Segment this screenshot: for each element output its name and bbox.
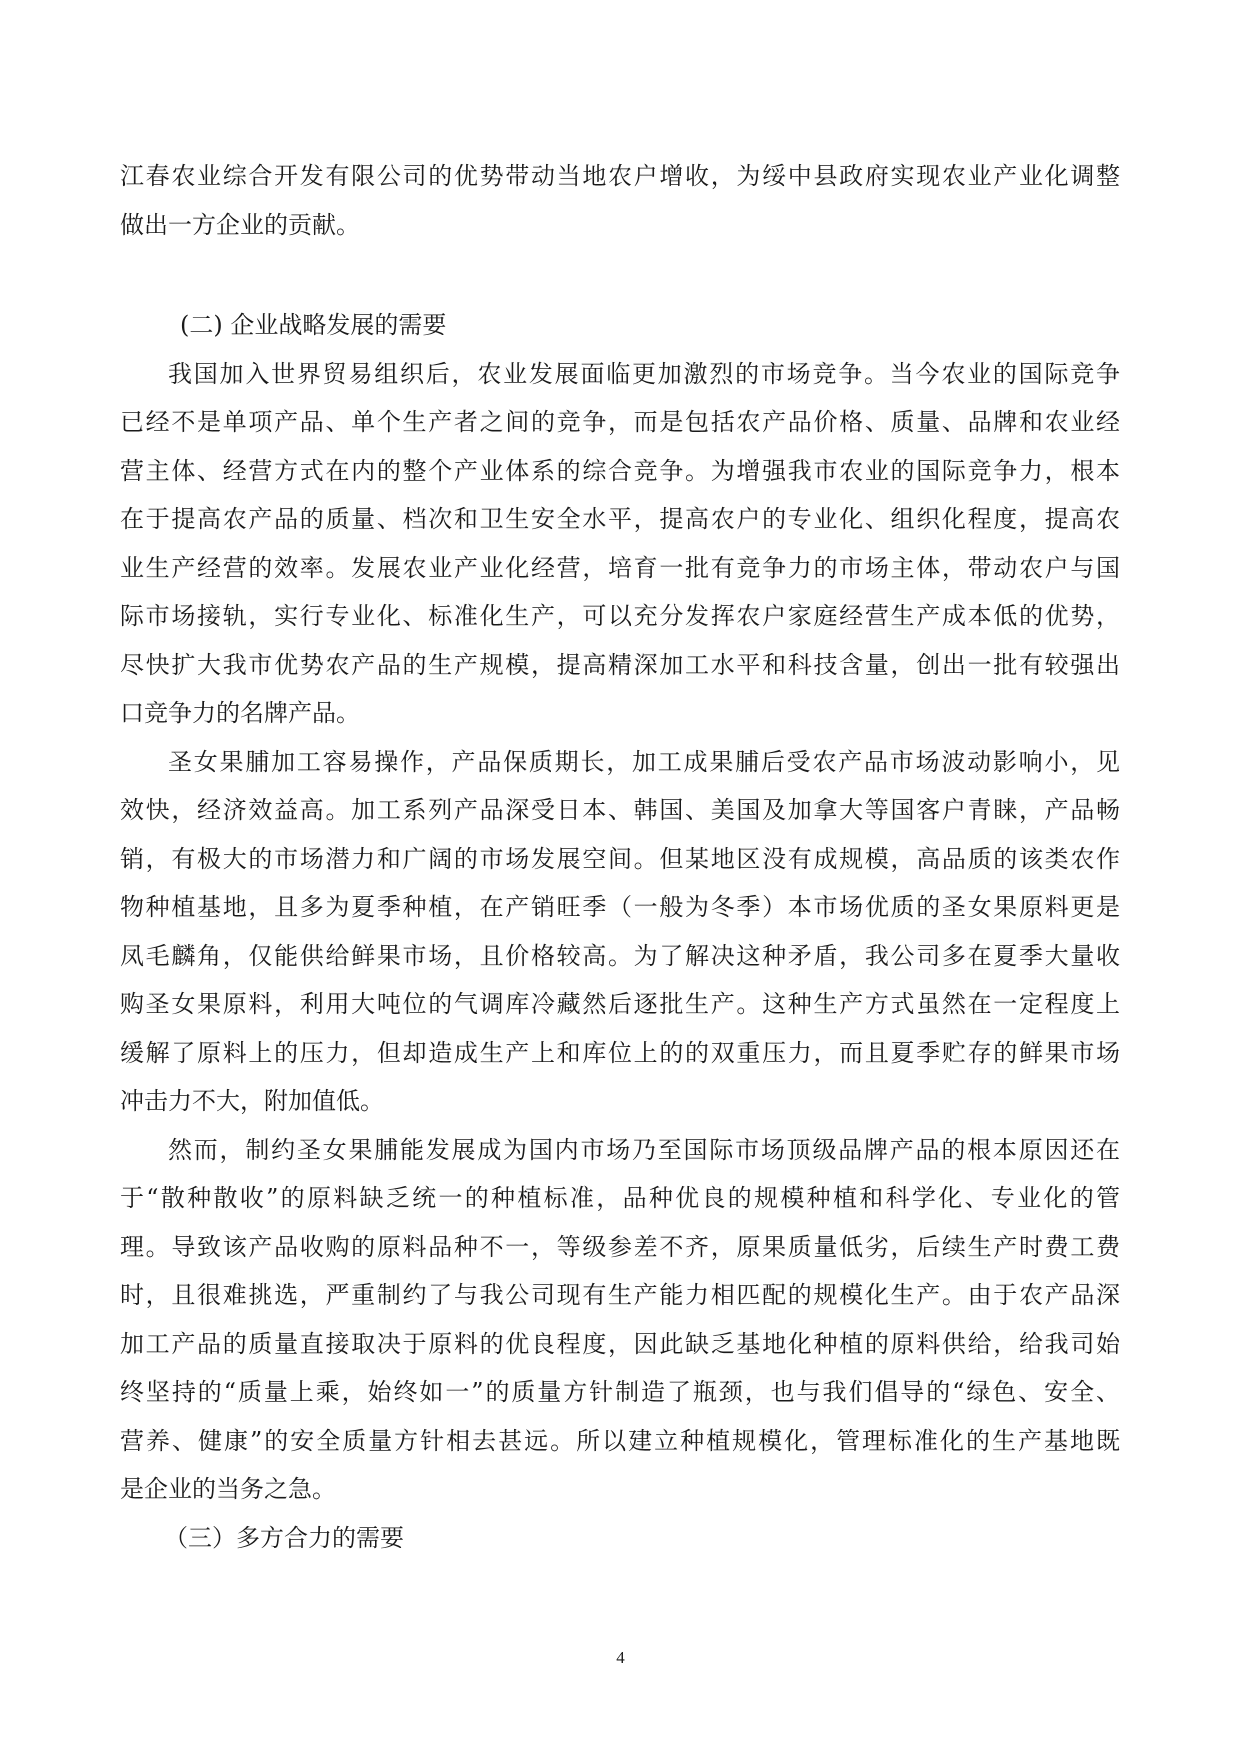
page-number: 4 — [616, 1648, 625, 1667]
text-line: 加工产品的质量直接取决于原料的优良程度，因此缺乏基地化种植的原料供给，给我司始 — [120, 1329, 1120, 1358]
text-line: 然而，制约圣女果脯能发展成为国内市场乃至国际市场顶级品牌产品的根本原因还在 — [168, 1135, 1120, 1164]
paragraph-cherry-tomato-processing — [120, 738, 1120, 1126]
text-line: 际市场接轨，实行专业化、标准化生产，可以充分发挥农户家庭经营生产成本低的优势， — [120, 602, 1120, 630]
text-line: 营主体、经营方式在内的整个产业体系的综合竞争。为增强我市农业的国际竞争力，根本 — [120, 456, 1120, 485]
section-heading-3: （三）多方合力的需要 — [164, 1523, 404, 1552]
text-line: 做出一方企业的贡献。 — [120, 210, 360, 239]
body-text — [120, 152, 1120, 1562]
text-line: 在于提高农产品的质量、档次和卫生安全水平，提高农户的专业化、组织化程度，提高农 — [120, 505, 1120, 533]
text-line: 已经不是单项产品、单个生产者之间的竞争，而是包括农产品价格、质量、品牌和农业经 — [120, 408, 1120, 436]
text-line: 业生产经营的效率。发展农业产业化经营，培育一批有竞争力的市场主体，带动农户与国 — [120, 553, 1120, 582]
text-line: 尽快扩大我市优势农产品的生产规模，提高精深加工水平和科技含量，创出一批有较强出 — [120, 650, 1120, 679]
text-line: 时，且很难挑选，严重制约了与我公司现有生产能力相匹配的规模化生产。由于农产品深 — [120, 1281, 1120, 1309]
text-line: 于“散种散收”的原料缺乏统一的种植标准，品种优良的规模种植和科学化、专业化的管 — [120, 1184, 1120, 1212]
text-line: 圣女果脯加工容易操作，产品保质期长，加工成果脯后受农产品市场波动影响小，见 — [168, 747, 1120, 776]
text-line: 缓解了原料上的压力，但却造成生产上和库位上的的双重压力，而且夏季贮存的鲜果市场 — [120, 1038, 1120, 1067]
text-line: 我国加入世界贸易组织后，农业发展面临更加激烈的市场竞争。当今农业的国际竞争 — [168, 359, 1120, 388]
text-line: 物种植基地，且多为夏季种植，在产销旺季（一般为冬季）本市场优质的圣女果原料更是 — [120, 893, 1120, 921]
section-heading-2: (二) 企业战略发展的需要 — [180, 311, 447, 339]
text-line: 理。导致该产品收购的原料品种不一，等级参差不齐，原果质量低劣，后续生产时费工费 — [120, 1232, 1120, 1261]
text-line: 是企业的当务之急。 — [120, 1475, 336, 1503]
text-line: 冲击力不大，附加值低。 — [120, 1087, 384, 1115]
text-line: 效快，经济效益高。加工系列产品深受日本、韩国、美国及加拿大等国客户青睐，产品畅 — [120, 796, 1120, 824]
text-line: 购圣女果原料，利用大吨位的气调库冷藏然后逐批生产。这种生产方式虽然在一定程度上 — [120, 990, 1120, 1018]
text-line: 终坚持的“质量上乘，始终如一”的质量方针制造了瓶颈，也与我们倡导的“绿色、安全、 — [120, 1378, 1120, 1406]
text-line: 凤毛麟角，仅能供给鲜果市场，且价格较高。为了解决这种矛盾，我公司多在夏季大量收 — [120, 941, 1120, 970]
paragraph-raw-material-constraints — [120, 1126, 1120, 1514]
paragraph-wto-competition — [120, 350, 1120, 738]
text-line: 口竞争力的名牌产品。 — [120, 699, 360, 727]
text-line: 销，有极大的市场潜力和广阔的市场发展空间。但某地区没有成规模，高品质的该类农作 — [120, 844, 1120, 873]
text-line: 江春农业综合开发有限公司的优势带动当地农户增收，为绥中县政府实现农业产业化调整 — [120, 162, 1120, 190]
paragraph-continuation — [120, 152, 1120, 249]
text-line: 营养、健康”的安全质量方针相去甚远。所以建立种植规模化，管理标准化的生产基地既 — [120, 1426, 1120, 1455]
